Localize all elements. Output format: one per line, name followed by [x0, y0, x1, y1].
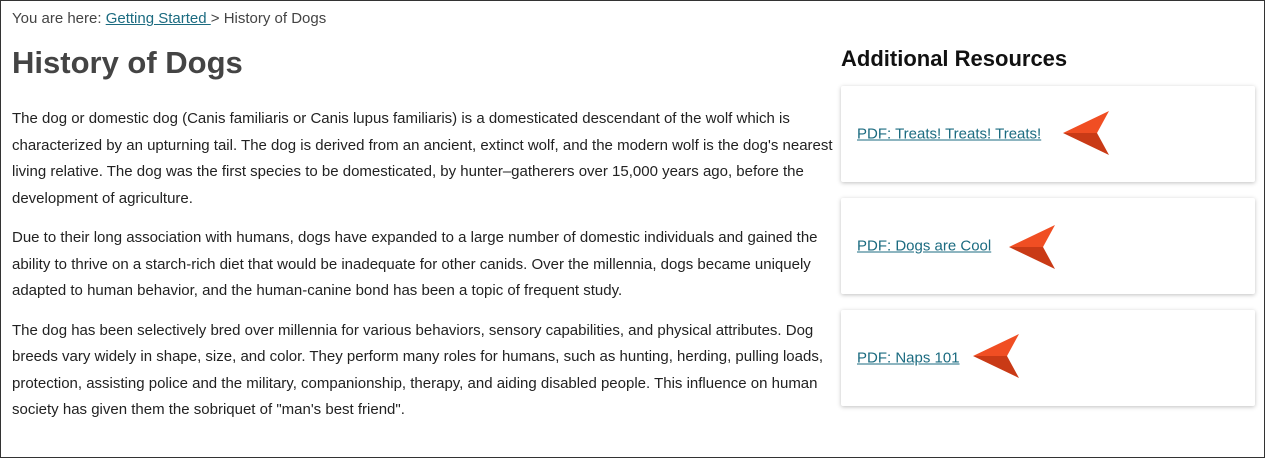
resource-link-treats[interactable]: PDF: Treats! Treats! Treats! — [857, 125, 1042, 143]
resource-link-dogs-are-cool[interactable]: PDF: Dogs are Cool — [857, 237, 992, 255]
pointer-arrow-icon — [1063, 111, 1111, 155]
article-paragraph: Due to their long association with humans, dogs have expanded to a large number of domestic individuals and gained the ability to thrive on a starch-rich diet that would be inadequate for other canids. Over the millennia, dogs became uniquely adapted to human behavior, and the human-canine bond has been a topic of frequent study. — [12, 229, 818, 299]
article-paragraph: The dog has been selectively bred over millennia for various behaviors, sensory capabilities, and physical attributes. Dog breeds vary widely in shape, size, and color. They perform many roles for humans, such as hunting, herding, pulling loads, protection, assisting police and the military, companionship, therapy, and aiding disabled people. This influence on human society has given them the sobriquet of "man's best friend". — [12, 321, 823, 418]
resource-card — [841, 86, 1255, 182]
breadcrumb-link-getting-started[interactable]: Getting Started — [105, 10, 211, 27]
breadcrumb-prefix: You are here: — [12, 10, 106, 27]
article-body — [12, 106, 837, 437]
breadcrumb — [12, 10, 326, 27]
article-paragraph: The dog or domestic dog (Canis familiaris or Canis lupus familiaris) is a domesticated descendant of the wolf which is characterized by an upturning tail. The dog is derived from an ancient, extinct wolf, and the modern wolf is the dog's nearest living relative. The dog was the first species to be domesticated, by hunter–gatherers over 15,000 years ago, before the development of agriculture. — [12, 110, 833, 207]
breadcrumb-current: History of Dogs — [223, 10, 327, 27]
resource-link-naps[interactable]: PDF: Naps 101 — [857, 349, 960, 367]
pointer-arrow-icon — [973, 334, 1021, 378]
additional-resources-title: Additional Resources — [841, 46, 1068, 71]
breadcrumb-separator: > — [210, 10, 224, 27]
pointer-arrow-icon — [1009, 225, 1057, 269]
resource-card — [841, 310, 1255, 406]
page-title: History of Dogs — [12, 45, 243, 80]
